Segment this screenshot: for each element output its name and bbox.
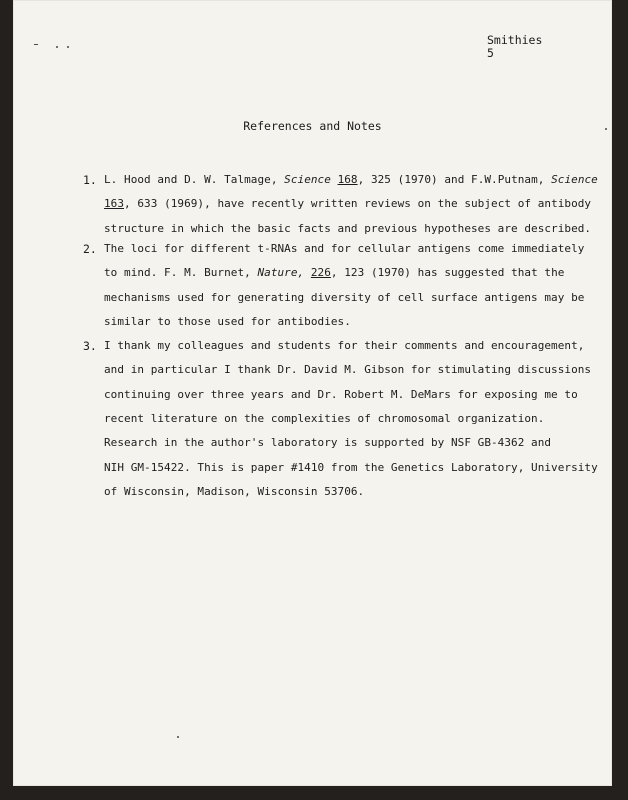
reference-line — [104, 412, 544, 425]
text-segment — [304, 266, 311, 279]
reference-line — [104, 363, 591, 376]
text-segment: continuing over three years and Dr. Robert M. DeMars for exposing me to — [104, 387, 578, 401]
reference-number: 1. — [83, 173, 97, 187]
journal-title: Science — [551, 173, 598, 186]
author-name: Smithies — [487, 33, 543, 47]
reference-line — [104, 315, 351, 328]
page-title: References and Notes — [243, 119, 382, 133]
volume-number: 226 — [310, 266, 331, 280]
reference-line — [104, 388, 578, 401]
stray-mark — [34, 44, 38, 45]
text-segment: The loci for different t-RNAs and for cellular antigens come immediately — [104, 242, 585, 255]
text-segment: similar to those used for antibodies. — [104, 314, 351, 328]
volume-number: 163 — [104, 197, 125, 211]
stray-mark — [67, 46, 69, 48]
reference-line — [104, 197, 591, 210]
reference-line — [104, 291, 584, 304]
text-segment: , 633 (1969), have recently written reviews on the subject of antibody — [124, 197, 592, 211]
text-segment: structure in which the basic facts and previous hypotheses are described. — [104, 221, 592, 235]
page-number: 5 — [487, 46, 494, 60]
text-segment: NIH GM-15422. This is paper #1410 from the Genetics Laboratory, University — [104, 460, 598, 474]
text-segment: mechanisms used for generating diversity of cell surface antigens may be — [104, 290, 585, 304]
text-segment: , 325 (1970) and F.W.Putnam, — [357, 173, 552, 186]
reference-line — [104, 485, 364, 498]
stray-mark — [56, 46, 58, 48]
reference-line — [104, 222, 591, 235]
text-segment: , 123 (1970) has suggested that the — [330, 266, 565, 280]
document-page — [13, 0, 612, 786]
reference-line — [104, 339, 584, 352]
reference-number: 2. — [83, 242, 97, 256]
reference-line — [104, 173, 598, 186]
reference-line — [104, 266, 564, 279]
reference-number: 3. — [83, 339, 97, 353]
reference-line — [104, 242, 584, 255]
text-segment: and in particular I thank Dr. David M. Gibson for stimulating discussions — [104, 363, 592, 377]
page-header — [487, 34, 542, 60]
text-segment: Research in the author's laboratory is supported by NSF GB-4362 and — [104, 436, 552, 450]
text-segment: of Wisconsin, Madison, Wisconsin 53706. — [104, 484, 365, 498]
text-segment — [331, 173, 338, 186]
stray-mark — [177, 736, 179, 738]
reference-line — [104, 461, 598, 474]
reference-line — [104, 436, 551, 449]
journal-title: Nature, — [257, 266, 305, 280]
journal-title: Science — [284, 173, 331, 186]
volume-number: 168 — [337, 173, 358, 186]
text-segment: to mind. F. M. Burnet, — [104, 266, 258, 280]
text-segment: L. Hood and D. W. Talmage, — [104, 173, 285, 186]
text-segment: I thank my colleagues and students for their comments and encouragement, — [104, 339, 585, 352]
text-segment: recent literature on the complexities of chromosomal organization. — [104, 411, 545, 425]
